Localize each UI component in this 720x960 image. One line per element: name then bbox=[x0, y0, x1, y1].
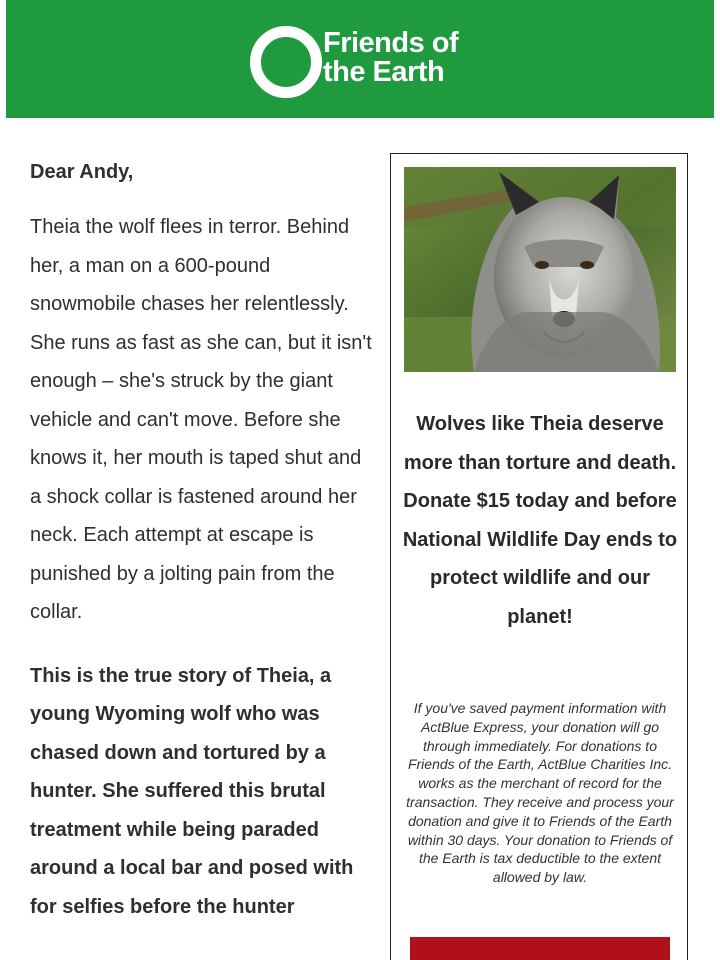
donation-appeal: Wolves like Theia deserve more than torture and death. Donate $15 today and before National Wildlife Day ends to protect wildlife and our planet! bbox=[402, 413, 678, 628]
letter-paragraph-1: Theia the wolf flees in terror. Behind her, a man on a 600-pound snowmobile chases her relentlessly. She runs as fast as she can, but it isn't enough – she's struck by the giant vehicle and can't move. Before she knows it, her mouth is taped shut and a shock collar is fastened around her neck. Each attempt at escape is punished by a jolting pain from the collar. bbox=[30, 216, 372, 623]
logo-wordmark bbox=[323, 29, 458, 87]
logo-ring-icon bbox=[250, 26, 322, 98]
letter-body bbox=[30, 150, 375, 926]
letter-paragraph-2: This is the true story of Theia, a young Wyoming wolf who was chased down and tortured by a hunter. She suffered this brutal treatment while being paraded around a local bar and posed with for selfies before the hunter bbox=[30, 664, 354, 918]
friends-of-the-earth-logo[interactable] bbox=[250, 22, 490, 94]
logo-line-1: Friends of bbox=[323, 27, 459, 59]
logo-line-2: the Earth bbox=[323, 56, 445, 88]
header-banner bbox=[6, 0, 714, 118]
donate-button[interactable] bbox=[410, 937, 670, 960]
wolf-image bbox=[404, 167, 676, 372]
salutation: Dear Andy, bbox=[30, 161, 134, 183]
wolf-photo bbox=[404, 167, 676, 372]
donation-sidebar bbox=[390, 153, 688, 960]
actblue-disclaimer: If you've saved payment information with ActBlue Express, your donation will go through immediately. For donations to Friends of the Earth, ActBlue Charities Inc. works as the merchant of record for the transaction. They receive and process your donation and give it to Friends of the Earth within 30 days. Your donation to Friends of the Earth is tax deductible to the extent allowed by law. bbox=[406, 700, 674, 886]
